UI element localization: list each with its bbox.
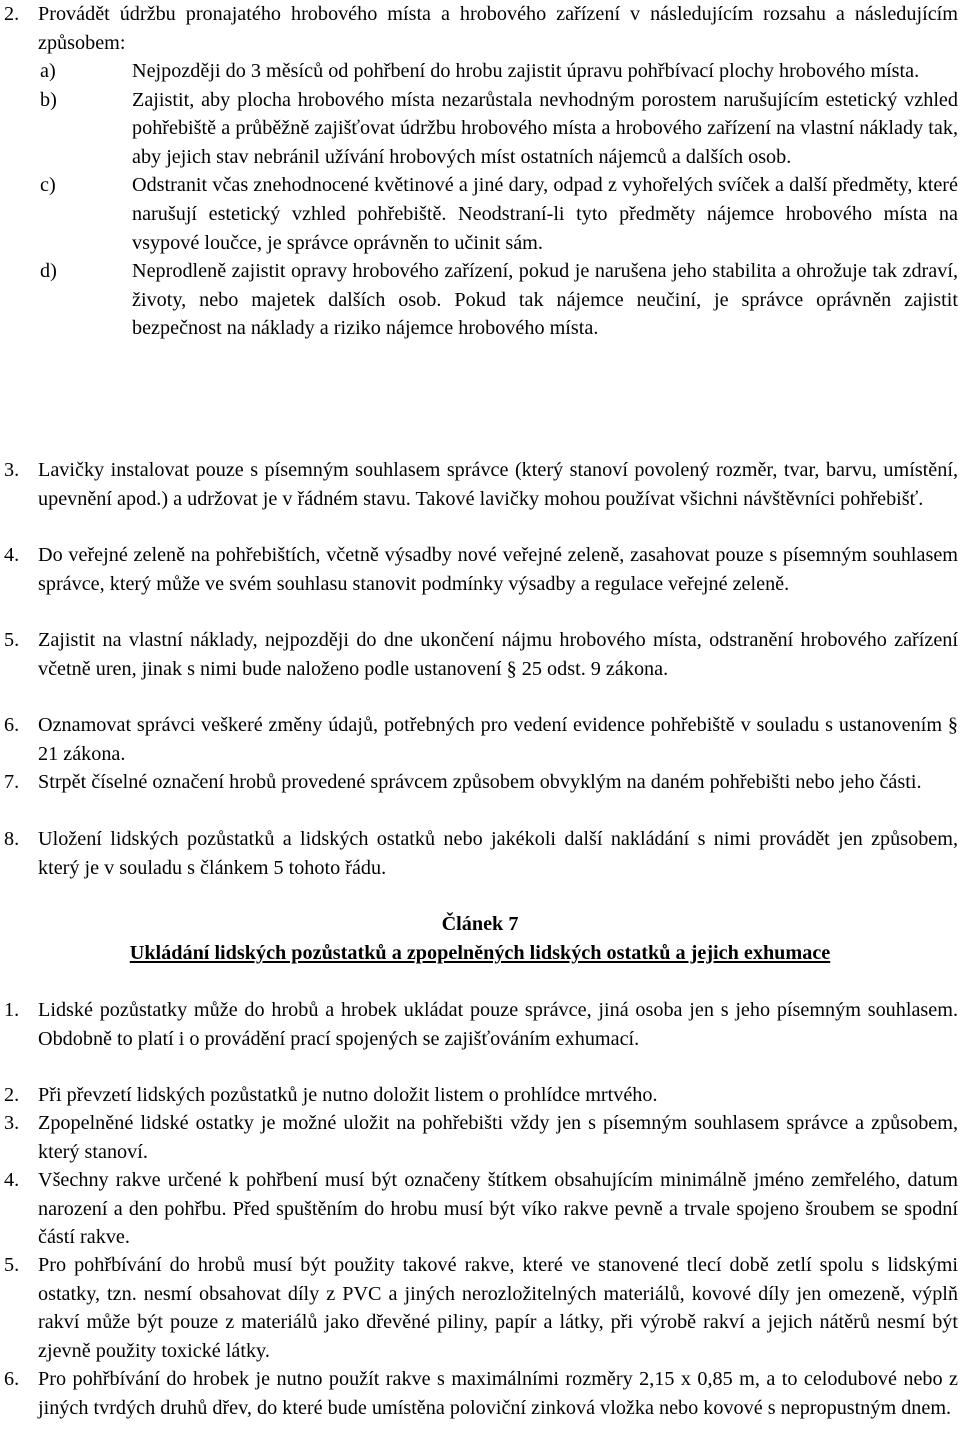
list-item-text: Uložení lidských pozůstatků a lidských ostatků nebo jakékoli další nakládání s nimi provádět jen způsobem, který je v souladu s článkem 5 tohoto řádu. [38, 828, 958, 879]
list-item-number: 6. [4, 714, 20, 736]
list-item-number: 5. [4, 1254, 20, 1276]
list-item-text: Zpopelněné lidské ostatky je možné uložit na pohřebišti vždy jen s písemným souhlasem správce a způsobem, který stanoví. [38, 1112, 958, 1163]
list-item-5 [4, 626, 958, 683]
article-subtitle: Ukládání lidských pozůstatků a zpopelněných lidských ostatků a jejich exhumace [129, 942, 831, 964]
list-item-text: Všechny rakve určené k pohřbení musí být označeny štítkem obsahujícím minimálně jméno zemřelého, datum narození a den pohřbu. Před spuštěním do hrobu musí být víko rakve pevně a trvale spojeno šroubem se spodní částí rakve. [38, 1169, 958, 1249]
list-item-number: 1. [4, 999, 20, 1021]
sub-list [4, 57, 958, 343]
list-item-text: Lidské pozůstatky může do hrobů a hrobek ukládat pouze správce, jiná osoba jen s jeho písemným souhlasem. Obdobně to platí i o provádění prací spojených se zajišťováním exhumací. [38, 999, 958, 1050]
list-item-number: 6. [4, 1368, 20, 1390]
sub-item-letter: a) [40, 60, 56, 82]
list-item-6 [4, 711, 958, 768]
sub-item-text: Nejpozději do 3 měsíců od pohřbení do hrobu zajistit úpravu pohřbívací plochy hrobového místa. [132, 60, 920, 82]
article7-item-1 [4, 996, 958, 1053]
list-item-3 [4, 456, 958, 513]
list-item-text: Do veřejné zeleně na pohřebištích, včetně výsadby nové veřejné zeleně, zasahovat pouze s písemným souhlasem správce, který může ve svém souhlasu stanovit podmínky výsadby a regulace veřejné zeleně. [38, 544, 958, 595]
list-item-text: Provádět údržbu pronajatého hrobového místa a hrobového zařízení v následujícím rozsahu a následujícím způsobem: [38, 3, 958, 54]
article7-item-3 [4, 1109, 958, 1166]
list-item-text: Oznamovat správci veškeré změny údajů, potřebných pro vedení evidence pohřebiště v souladu s ustanovením § 21 zákona. [38, 714, 958, 765]
sub-item-letter: b) [40, 88, 57, 111]
article7-item-4 [4, 1166, 958, 1252]
article7-item-6 [4, 1365, 958, 1422]
list-item-number: 8. [4, 828, 20, 850]
sub-item-a [40, 57, 958, 86]
list-item-number: 7. [4, 771, 20, 793]
sub-item-text: Neprodleně zajistit opravy hrobového zařízení, pokud je narušena jeho stabilita a ohrožuje tak zdraví, životy, nebo majetek dalších osob. Pokud tak nájemce neučiní, je správce oprávněn zajistit bezpečnost na náklady a riziko nájemce hrobového místa. [132, 260, 958, 340]
list-item-number: 3. [4, 459, 20, 481]
list-item-text: Strpět číselné označení hrobů provedené správcem způsobem obvyklým na daném pohřebišti nebo jeho části. [38, 771, 922, 793]
article-title: Článek 7 [441, 913, 519, 935]
list-item-text: Lavičky instalovat pouze s písemným souhlasem správce (který stanoví povolený rozměr, tvar, barvu, umístění, upevnění apod.) a udržovat je v řádném stavu. Takové lavičky mohou používat všichni návštěvníci pohřebišť. [38, 459, 958, 510]
list-item-text: Zajistit na vlastní náklady, nejpozději do dne ukončení nájmu hrobového místa, odstranění hrobového zařízení včetně uren, jinak s nimi bude naloženo podle ustanovení § 25 odst. 9 zákona. [38, 629, 958, 680]
sub-item-text: Zajistit, aby plocha hrobového místa nezarůstala nevhodným porostem narušujícím estetický vzhled pohřebiště a průběžně zajišťovat údržbu hrobového místa a hrobového zařízení na vlastní náklady tak, aby jejich stav nebránil užívání hrobových míst ostatních nájemců a dalších osob. [132, 88, 958, 168]
list-item-number: 2. [4, 1084, 20, 1106]
list-item-number: 4. [4, 544, 20, 566]
list-item-number: 2. [4, 3, 20, 25]
list-item-number: 5. [4, 629, 20, 651]
sub-item-letter: c) [40, 174, 56, 197]
sub-item-letter: d) [40, 260, 57, 283]
article7-item-5 [4, 1251, 958, 1365]
sub-item-b [40, 86, 958, 172]
list-item-text: Při převzetí lidských pozůstatků je nutno doložit listem o prohlídce mrtvého. [38, 1084, 658, 1106]
sub-item-d [40, 257, 958, 343]
sub-item-text: Odstranit včas znehodnocené květinové a jiné dary, odpad z vyhořelých svíček a další předměty, které narušují estetický vzhled pohřebiště. Neodstraní-li tyto předměty nájemce hrobového místa na vsypové loučce, je správce oprávněn to učinit sám. [132, 174, 958, 254]
list-item-8 [4, 825, 958, 882]
list-item-4 [4, 541, 958, 598]
article7-item-2 [4, 1081, 958, 1110]
list-item-text: Pro pohřbívání do hrobek je nutno použít rakve s maximálními rozměry 2,15 x 0,85 m, a to celodubové nebo z jiných tvrdých druhů dřev, do které bude umístěna poloviční zinková vložka nebo kovové s nepropustným dnem. [38, 1368, 958, 1419]
list-item-number: 3. [4, 1112, 20, 1134]
sub-item-c [40, 171, 958, 257]
list-item-text: Pro pohřbívání do hrobů musí být použity takové rakve, které ve stanovené tlecí době zetlí spolu s lidskými ostatky, tzn. nesmí obsahovat díly z PVC a jiných nerozložitelných materiálů, kovové díly jen omezeně, výplň rakví může být pouze z materiálů jako dřevěné piliny, papír a látky, při výrobě rakví a jejich nátěrů nesmí být zjevně použity toxické látky. [38, 1254, 958, 1362]
list-item-7 [4, 768, 958, 797]
list-item-2 [4, 0, 958, 57]
list-item-number: 4. [4, 1169, 20, 1191]
